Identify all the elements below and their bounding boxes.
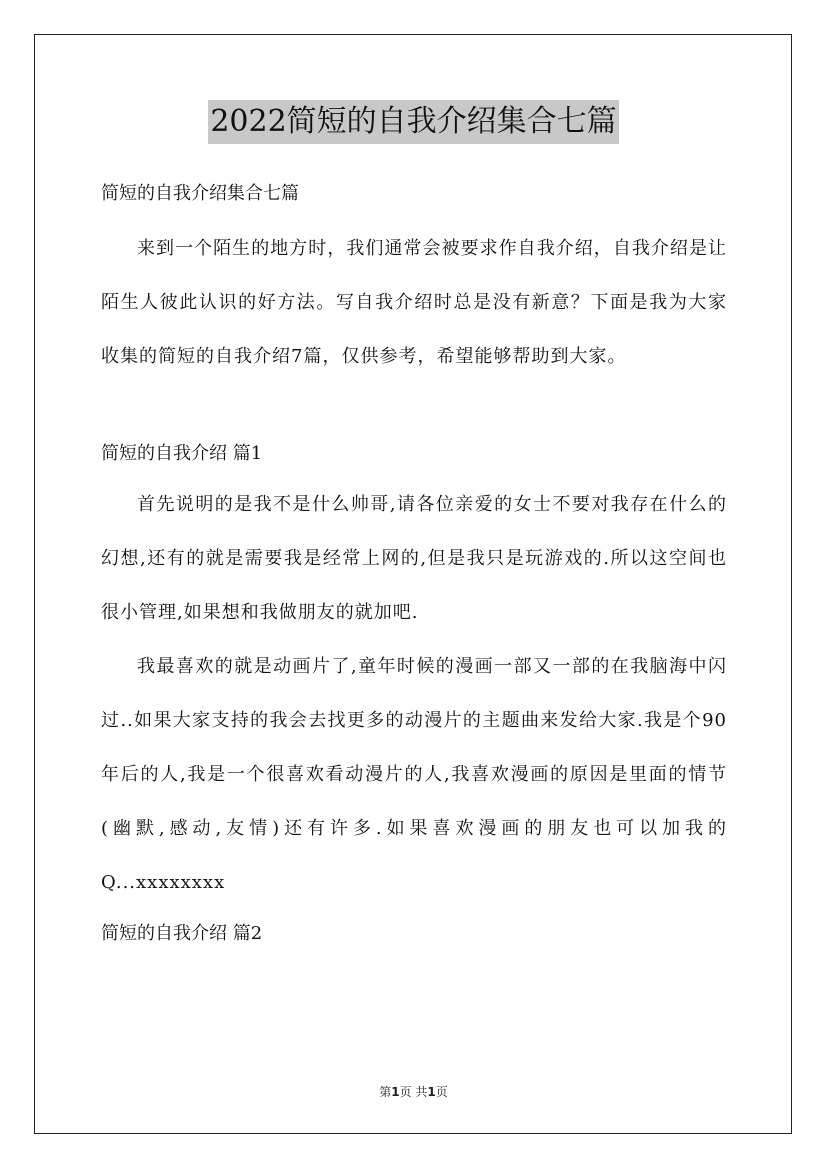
section1-paragraph-1: 首先说明的是我不是什么帅哥,请各位亲爱的女士不要对我存在什么的幻想,还有的就是需要我是经常上网的,但是我只是玩游戏的.所以这空间也很小管理,如果想和我做朋友的就加吧. [101, 494, 727, 623]
section-heading-2: 简短的自我介绍 篇2 [101, 923, 263, 944]
section-heading-1: 简短的自我介绍 篇1 [101, 443, 263, 464]
footer-suffix: 页 [435, 1085, 448, 1099]
footer-current-page: 1 [391, 1085, 400, 1099]
document-body [101, 170, 727, 958]
document-title: 2022简短的自我介绍集合七篇 [208, 100, 618, 144]
footer-mid: 页 共 [399, 1085, 428, 1099]
page-footer [0, 1083, 827, 1100]
footer-total-pages: 1 [427, 1085, 436, 1099]
section-spacer [101, 384, 727, 430]
document-subtitle: 简短的自我介绍集合七篇 [101, 183, 299, 204]
title-container [0, 100, 827, 144]
intro-paragraph: 来到一个陌生的地方时，我们通常会被要求作自我介绍，自我介绍是让陌生人彼此认识的好方法。写自我介绍时总是没有新意？下面是我为大家收集的简短的自我介绍7篇，仅供参考，希望能够帮助到大家。 [101, 238, 727, 367]
footer-prefix: 第 [379, 1085, 392, 1099]
section1-paragraph-2: 我最喜欢的就是动画片了,童年时候的漫画一部又一部的在我脑海中闪过..如果大家支持的我会去找更多的动漫片的主题曲来发给大家.我是个90年后的人,我是一个很喜欢看动漫片的人,我喜欢漫画的原因是里面的情节(幽默,感动,友情)还有许多.如果喜欢漫画的朋友也可以加我的Q...xxxxxxxx [101, 656, 727, 893]
